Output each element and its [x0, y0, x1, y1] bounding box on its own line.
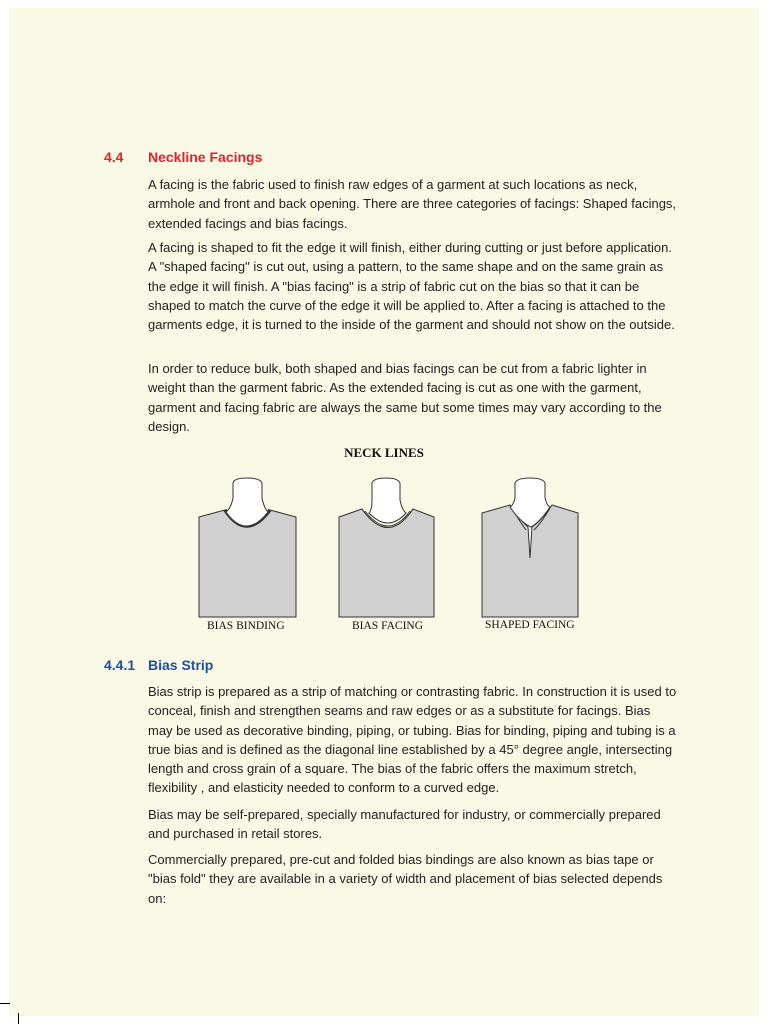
paragraph: Bias strip is prepared as a strip of matching or contrasting fabric. In construction it is used to conceal, finish and strengthen seams and raw edges or as a substitute for facings. Bias may be used as decorative binding, piping, or tubing. Bias for binding, piping and tubing is a true bias and is defined as the diagonal line established by a 45° degree angle, intersecting length and cross grain of a square. The bias of the fabric offers the maximum stretch, flexibility , and elasticity needed to conform to a curved edge.: [148, 684, 677, 796]
paragraph: A facing is the fabric used to finish raw edges of a garment at such locations as neck, armhole and front and back opening. There are three categories of facings: Shaped facings, extended facings and bias facings.: [148, 177, 677, 231]
paragraph: Bias may be self-prepared, specially manufactured for industry, or commercially prepared and purchased in retail stores.: [148, 807, 661, 842]
paragraph: Commercially prepared, pre-cut and folded bias bindings are also known as bias tape or "bias fold" they are available in a variety of width and placement of bias selected depends on:: [148, 852, 663, 906]
figure-label-bias-facing: BIAS FACING: [352, 620, 424, 632]
figure-title: NECK LINES: [344, 445, 424, 460]
section-title: Bias Strip: [148, 657, 214, 673]
figure-label-bias-binding: BIAS BINDING: [207, 620, 285, 632]
bias-facing-garment: [339, 478, 434, 617]
bias-binding-garment: [199, 478, 296, 617]
section-number: 4.4.1: [104, 657, 136, 673]
paragraph: A facing is shaped to fit the edge it will finish, either during cutting or just before application. A "shaped facing" is cut out, using a pattern, to the same shape and on the same grain as the edge it will finish. A "bias facing" is a strip of fabric cut on the bias so that it can be shaped to match the curve of the edge it will be applied to. After a facing is attached to the garments edge, it is turned to the inside of the garment and should not show on the outside.: [148, 240, 675, 333]
figure-label-shaped-facing: SHAPED FACING: [485, 619, 575, 631]
section-title: Neckline Facings: [148, 149, 263, 165]
shaped-facing-garment: [482, 478, 578, 617]
paragraph: In order to reduce bulk, both shaped and bias facings can be cut from a fabric lighter in weight than the garment fabric. As the extended facing is cut as one with the garment, garment and facing fabric are always the same but some times may vary according to the design.: [148, 361, 662, 434]
section-number: 4.4: [104, 149, 124, 165]
